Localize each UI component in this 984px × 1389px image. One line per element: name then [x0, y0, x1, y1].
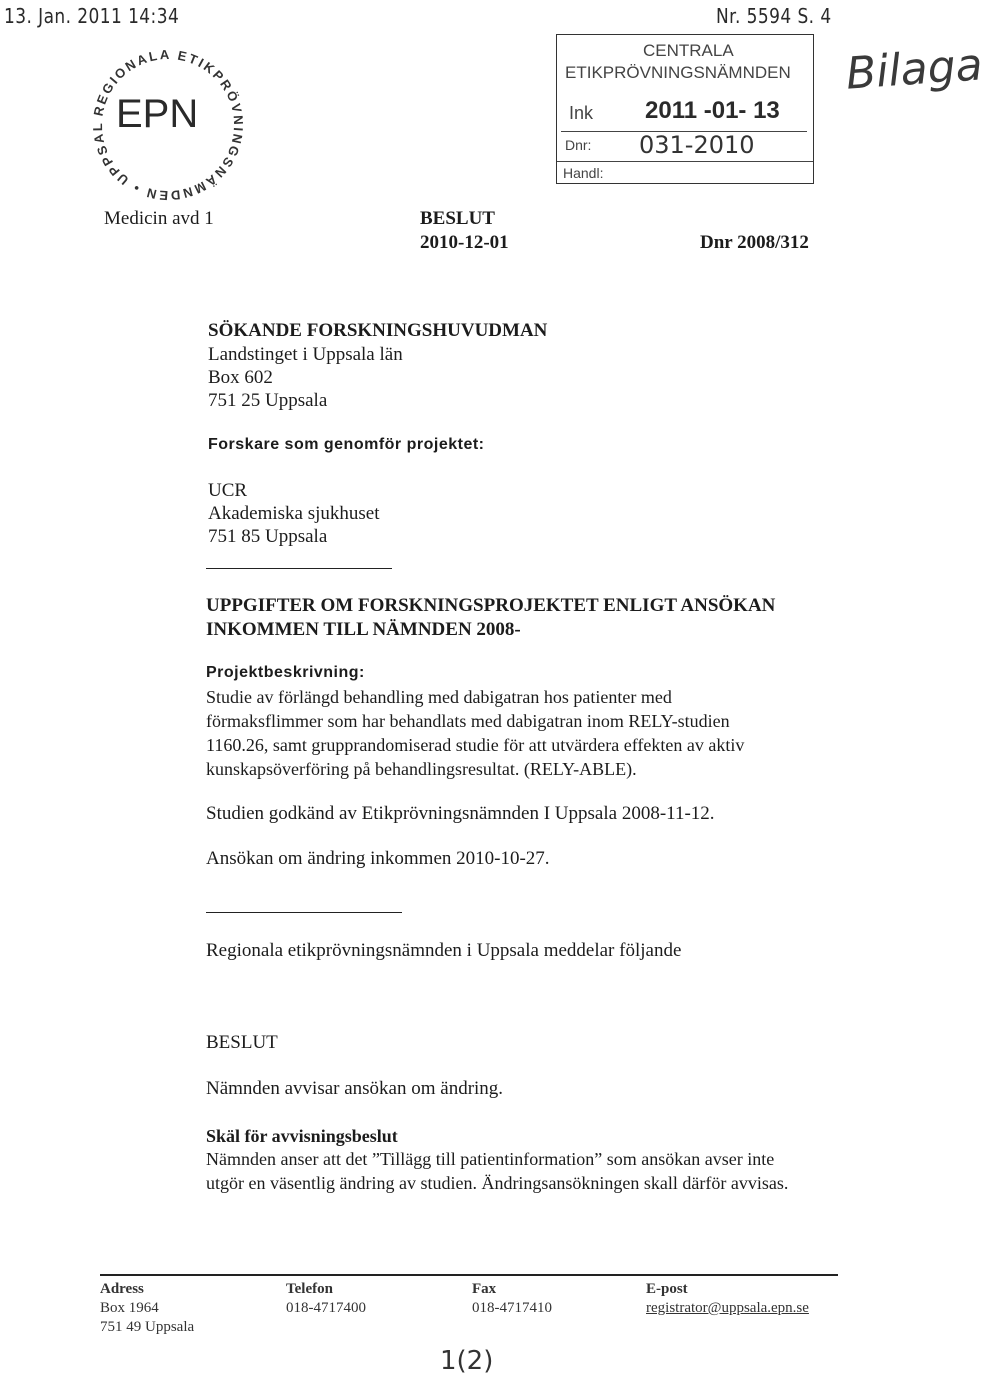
reason-line: utgör en väsentlig ändring av studien. Ändringsansökningen skall därför avvisas. — [206, 1173, 789, 1193]
page-number-note: 1(2) — [440, 1346, 494, 1376]
decision-heading: BESLUT — [206, 1032, 278, 1053]
footer-fax: 018-4717410 — [472, 1300, 552, 1316]
researcher-heading: Forskare som genomför projektet: — [208, 436, 485, 453]
stamp-ink-label: Ink — [569, 103, 594, 123]
project-heading-line2: INKOMMEN TILL NÄMNDEN 2008- — [206, 619, 521, 640]
handwritten-note: Bilaga — [844, 39, 984, 100]
separator-line — [206, 912, 402, 913]
project-desc-line: förmaksflimmer som har behandlats med dabigatran inom RELY-studien — [206, 711, 730, 731]
logo-ring-text: REGIONALA ETIKPRÖVNINGSNÄMNDEN • UPPSAL — [89, 46, 247, 204]
fax-timestamp: 13. Jan. 2011 14:34 — [4, 4, 180, 28]
decision-intro: Regionala etikprövningsnämnden i Uppsala meddelar följande — [206, 940, 682, 961]
stamp-line2: ETIKPRÖVNINGSNÄMNDEN — [565, 63, 791, 82]
applicant-line: Box 602 — [208, 367, 273, 388]
applicant-heading: SÖKANDE FORSKNINGSHUVUDMAN — [208, 320, 548, 341]
footer-address-line: Box 1964 — [100, 1300, 159, 1316]
sender-unit: Medicin avd 1 — [104, 208, 214, 229]
applicant-line: Landstinget i Uppsala län — [208, 344, 403, 365]
footer-address-line: 751 49 Uppsala — [100, 1319, 195, 1335]
stamp-dnr-value: 031-2010 — [639, 131, 755, 159]
doc-type: BESLUT — [420, 208, 495, 229]
decision-text: Nämnden avvisar ansökan om ändring. — [206, 1078, 504, 1099]
project-desc-label: Projektbeskrivning: — [206, 664, 365, 681]
epn-logo — [78, 40, 258, 210]
project-desc-line: kunskapsöverföring på behandlingsresultat. (RELY-ABLE). — [206, 759, 637, 779]
project-desc-line: Studie av förlängd behandling med dabigatran hos patienter med — [206, 687, 672, 707]
stamp-divider-2 — [557, 161, 813, 162]
footer-address-label: Adress — [100, 1281, 144, 1297]
footer-phone: 018-4717400 — [286, 1300, 366, 1316]
researcher-line: Akademiska sjukhuset — [208, 503, 380, 524]
stamp-dnr-label: Dnr: — [565, 137, 592, 153]
stamp-handl-label: Handl: — [563, 165, 604, 181]
stamp-line1: CENTRALA — [643, 41, 734, 60]
project-amendment: Ansökan om ändring inkommen 2010-10-27. — [206, 848, 550, 869]
project-approved: Studien godkänd av Etikprövningsnämnden I Uppsala 2008-11-12. — [206, 803, 715, 824]
researcher-line: 751 85 Uppsala — [208, 526, 328, 547]
dnr-number: Dnr 2008/312 — [700, 232, 809, 253]
applicant-line: 751 25 Uppsala — [208, 390, 328, 411]
reason-line: Nämnden anser att det ”Tillägg till patientinformation” som ansökan avser inte — [206, 1149, 775, 1169]
project-heading-line1: UPPGIFTER OM FORSKNINGSPROJEKTET ENLIGT ANSÖKAN — [206, 595, 776, 616]
fax-page-number: Nr. 5594 S. 4 — [716, 4, 832, 28]
stamp-ink-date: 2011 -01- 13 — [645, 97, 780, 124]
doc-date: 2010-12-01 — [420, 232, 509, 253]
footer-rule — [100, 1274, 838, 1276]
received-stamp — [556, 34, 814, 184]
footer-email-link[interactable]: registrator@uppsala.epn.se — [646, 1300, 809, 1316]
separator-line — [206, 568, 392, 569]
project-desc-line: 1160.26, samt grupprandomiserad studie för att utvärdera effekten av aktiv — [206, 735, 745, 755]
reason-heading: Skäl för avvisningsbeslut — [206, 1126, 398, 1146]
footer-fax-label: Fax — [472, 1281, 497, 1297]
researcher-line: UCR — [208, 480, 248, 501]
footer-email-label: E-post — [646, 1281, 688, 1297]
logo-center-text: EPN — [116, 92, 199, 136]
footer-phone-label: Telefon — [286, 1281, 333, 1297]
